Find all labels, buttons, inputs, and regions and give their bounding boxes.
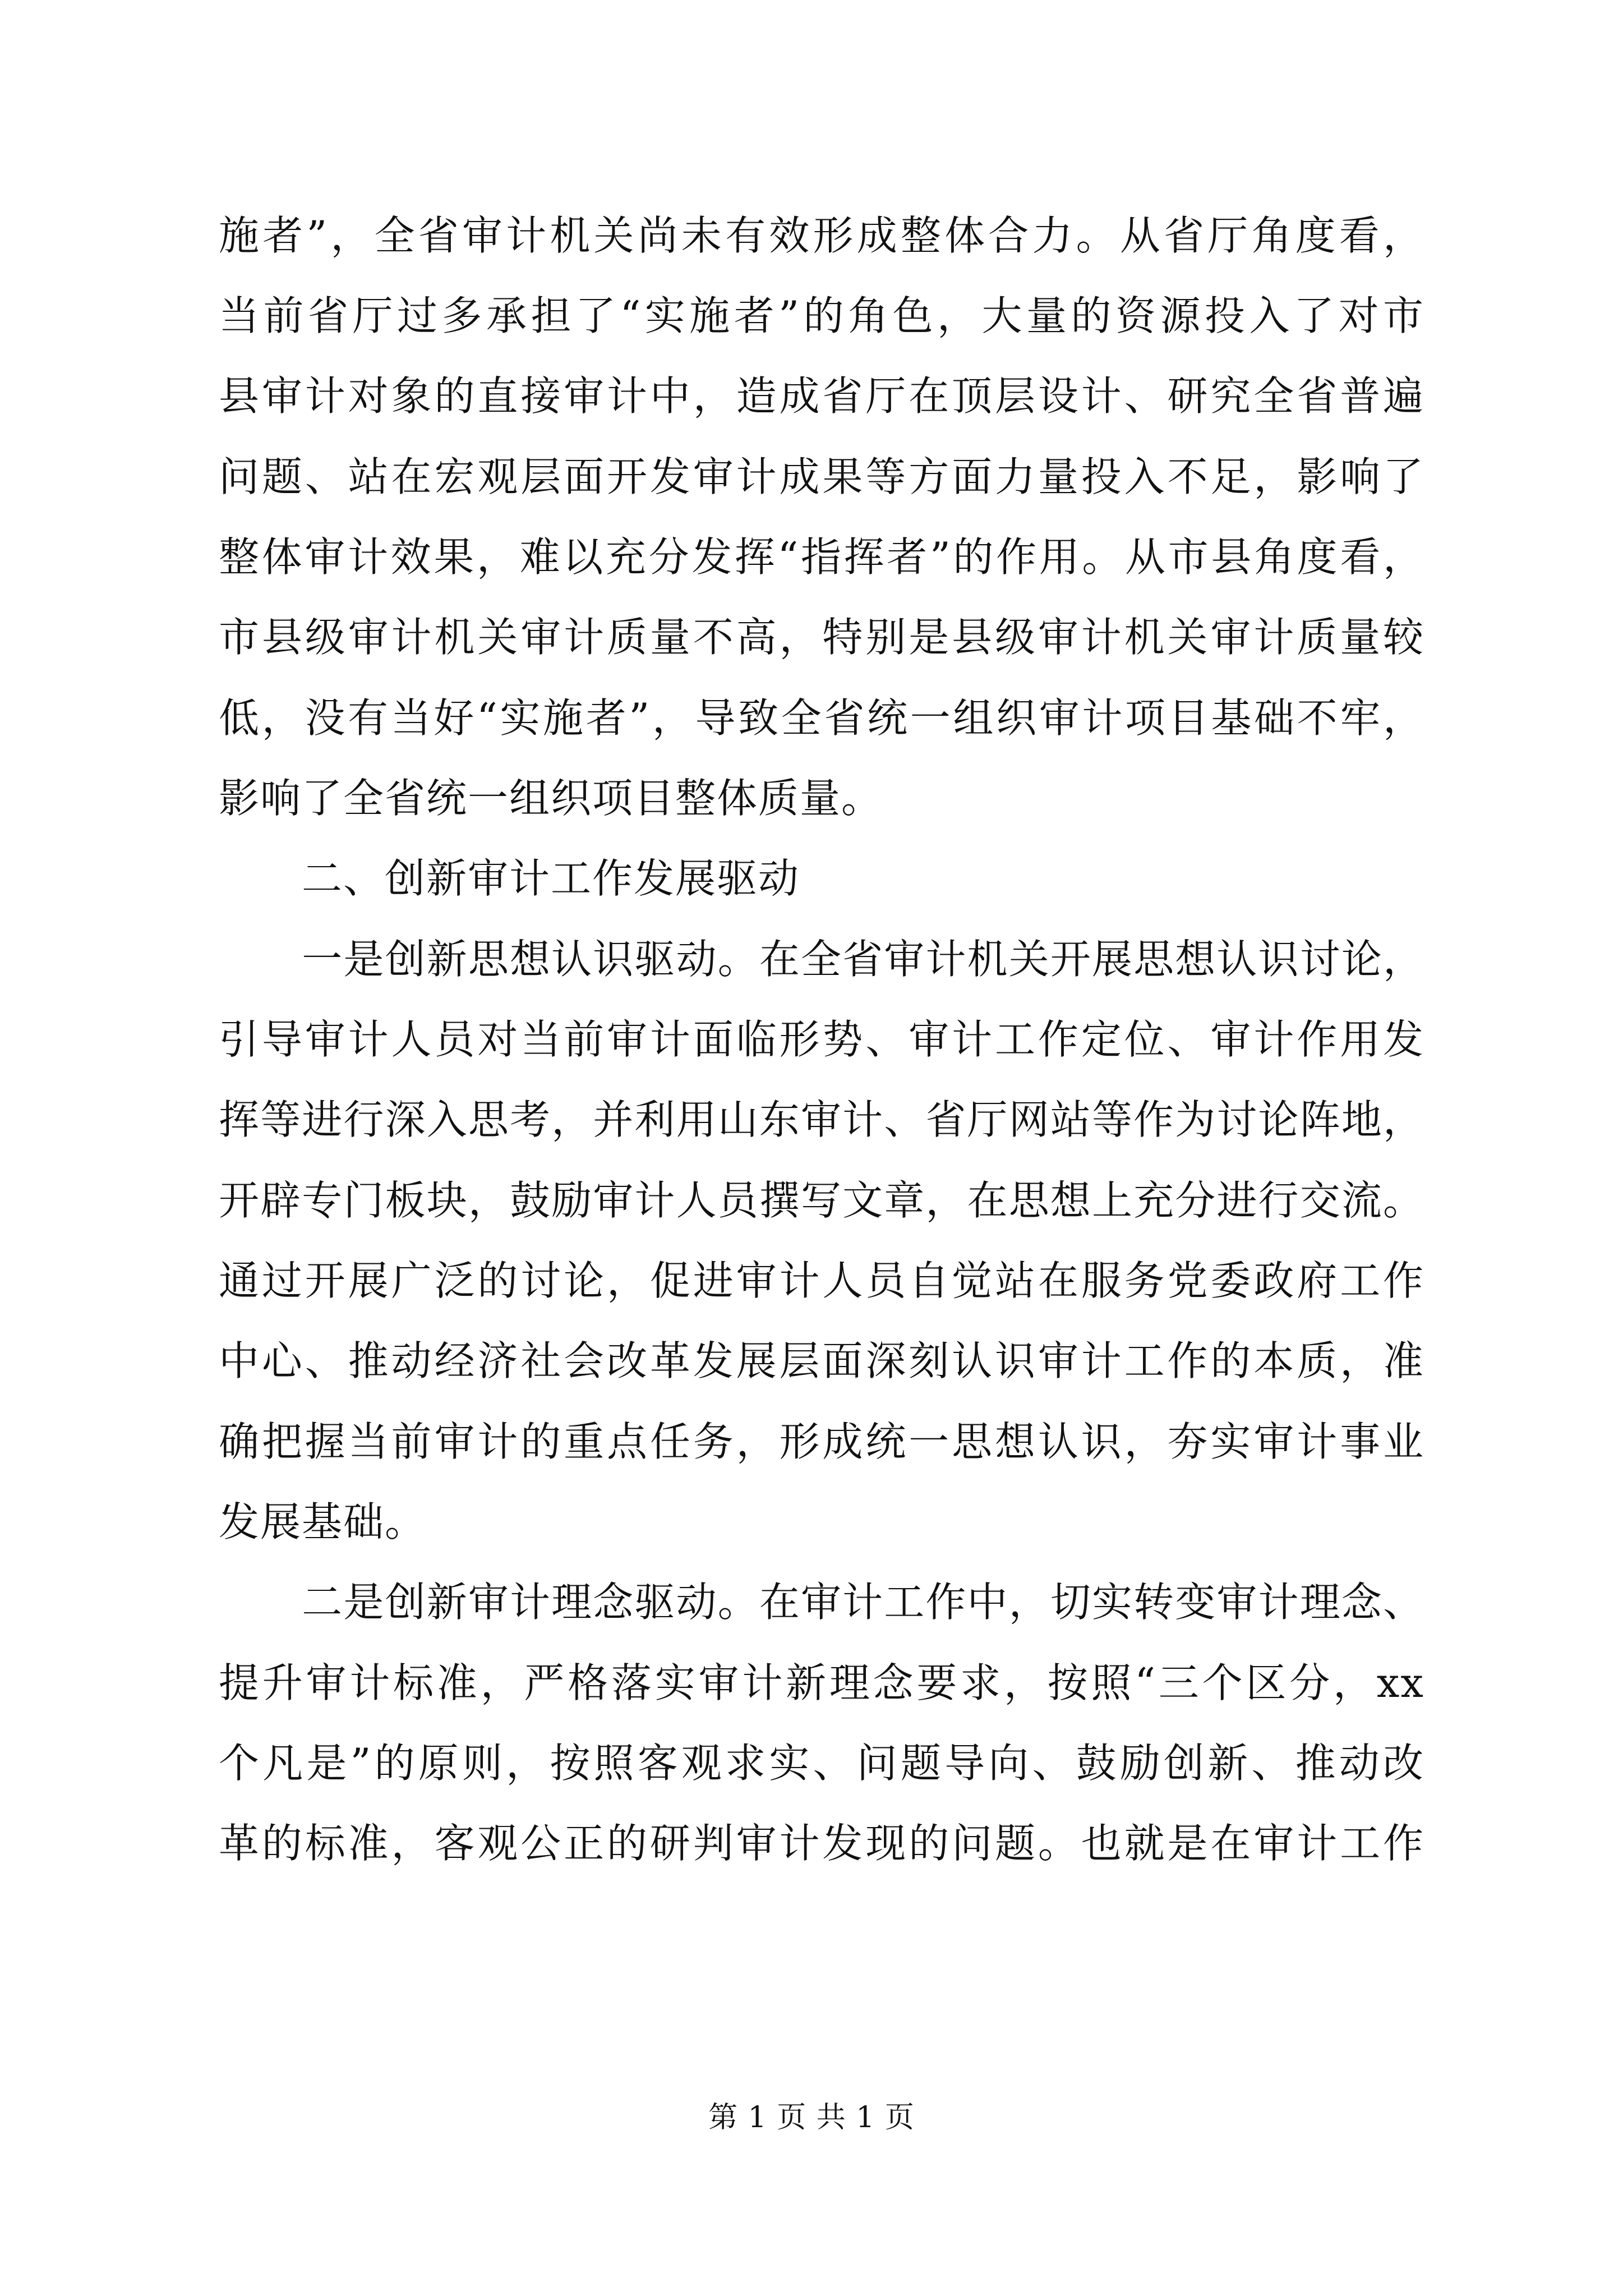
text-line: 提升审计标准，严格落实审计新理念要求，按照“三个区分，xx bbox=[219, 1659, 1424, 1706]
text-line: 县审计对象的直接审计中，造成省厅在顶层设计、研究全省普遍 bbox=[219, 372, 1424, 420]
text-line: 革的标准，客观公正的研判审计发现的问题。也就是在审计工作 bbox=[219, 1820, 1424, 1867]
text-line: 个凡是”的原则，按照客观求实、问题导向、鼓励创新、推动改 bbox=[219, 1740, 1424, 1787]
text-line: 影响了全省统一组织项目整体质量。 bbox=[219, 775, 883, 822]
page-footer: 第 1 页 共 1 页 bbox=[708, 2101, 915, 2134]
text-line: 发展基础。 bbox=[219, 1498, 427, 1545]
text-line: 中心、推动经济社会改革发展层面深刻认识审计工作的本质，准 bbox=[219, 1337, 1424, 1384]
text-line: 施者”，全省审计机关尚未有效形成整体合力。从省厅角度看， bbox=[219, 212, 1424, 259]
text-line: 通过开展广泛的讨论，促进审计人员自觉站在服务党委政府工作 bbox=[219, 1257, 1424, 1304]
text-line: 问题、站在宏观层面开发审计成果等方面力量投入不足，影响了 bbox=[219, 453, 1424, 500]
text-line: 引导审计人员对当前审计面临形势、审计工作定位、审计作用发 bbox=[219, 1016, 1424, 1063]
text-line: 当前省厅过多承担了“实施者”的角色，大量的资源投入了对市 bbox=[219, 292, 1424, 339]
section-heading: 二、创新审计工作发展驱动 bbox=[219, 855, 800, 902]
text-line: 一是创新思想认识驱动。在全省审计机关开展思想认识讨论， bbox=[219, 936, 1424, 983]
text-line: 低，没有当好“实施者”，导致全省统一组织审计项目基础不牢， bbox=[219, 694, 1424, 742]
text-line: 挥等进行深入思考，并利用山东审计、省厅网站等作为讨论阵地， bbox=[219, 1096, 1424, 1143]
text-line: 确把握当前审计的重点任务，形成统一思想认识，夯实审计事业 bbox=[219, 1418, 1424, 1465]
text-line: 市县级审计机关审计质量不高，特别是县级审计机关审计质量较 bbox=[219, 614, 1424, 661]
text-line: 开辟专门板块，鼓励审计人员撰写文章，在思想上充分进行交流。 bbox=[219, 1177, 1424, 1224]
text-line: 二是创新审计理念驱动。在审计工作中，切实转变审计理念、 bbox=[219, 1579, 1424, 1626]
text-line: 整体审计效果，难以充分发挥“指挥者”的作用。从市县角度看， bbox=[219, 533, 1424, 581]
